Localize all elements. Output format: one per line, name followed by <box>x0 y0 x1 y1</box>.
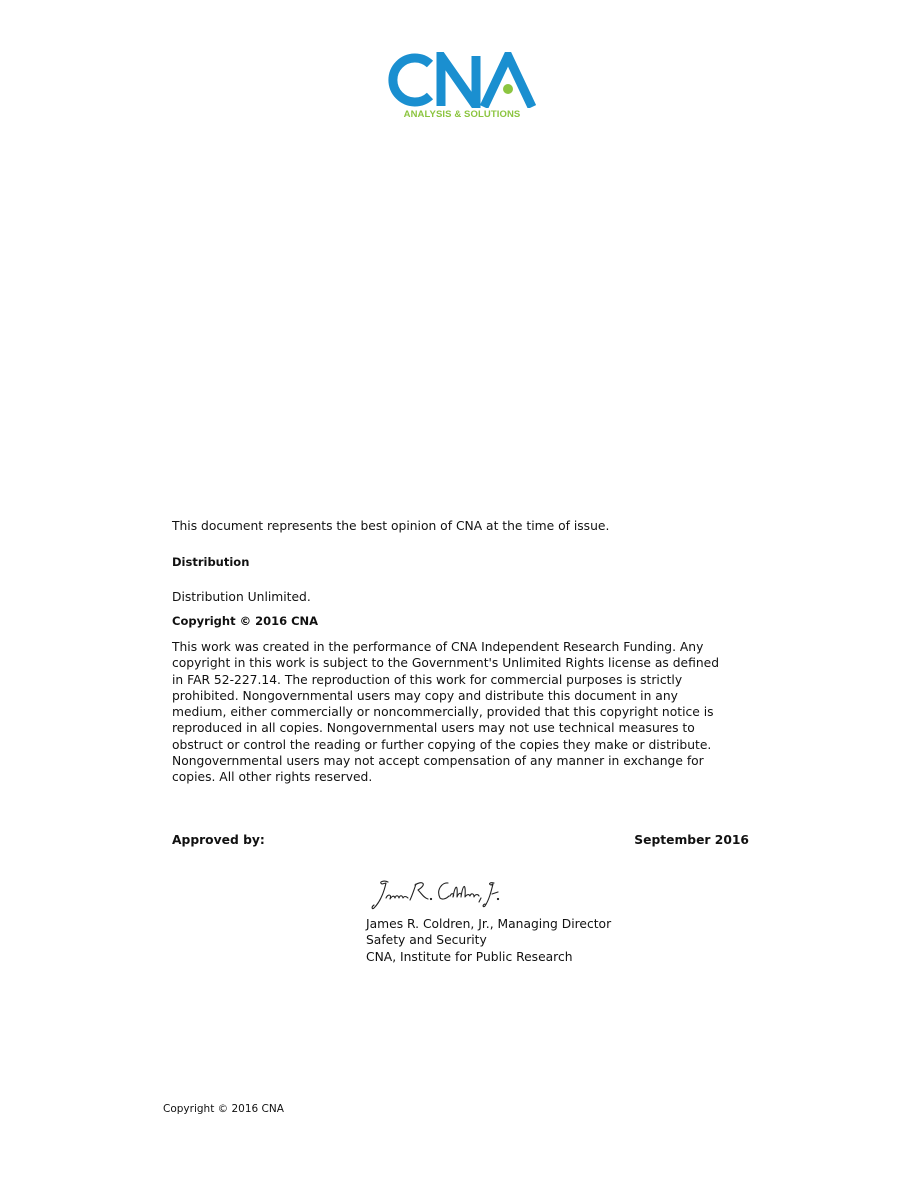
copyright-line: copyright in this work is subject to the Government's Unlimited Rights license as defined <box>172 656 720 671</box>
cna-logo-letters <box>386 52 536 108</box>
distribution-heading: Distribution <box>172 555 250 569</box>
copyright-line: copies. All other rights reserved. <box>172 770 373 785</box>
signer-block <box>366 916 611 965</box>
copyright-line: medium, either commercially or noncommercially, provided that this copyright notice is <box>172 705 714 720</box>
copyright-line: prohibited. Nongovernmental users may copy and distribute this document in any <box>172 688 678 703</box>
copyright-paragraph <box>172 639 762 786</box>
approved-by-label: Approved by: <box>172 833 265 847</box>
approval-date: September 2016 <box>634 833 749 847</box>
signer-organization: CNA, Institute for Public Research <box>366 949 573 964</box>
logo-tagline: ANALYSIS & SOLUTIONS <box>403 109 521 120</box>
distribution-text: Distribution Unlimited. <box>172 590 311 604</box>
footer-copyright: Copyright © 2016 CNA <box>163 1103 284 1115</box>
signer-name-title: James R. Coldren, Jr., Managing Director <box>366 917 612 931</box>
copyright-heading: Copyright © 2016 CNA <box>172 614 319 628</box>
opinion-statement: This document represents the best opinion of CNA at the time of issue. <box>172 519 610 533</box>
signature <box>370 874 500 912</box>
copyright-line: This work was created in the performance of CNA Independent Research Funding. Any <box>172 640 704 654</box>
copyright-line: obstruct or control the reading or further copying of the copies they make or distribute. <box>172 737 712 752</box>
copyright-line: Nongovernmental users may not accept compensation of any manner in exchange for <box>172 754 704 769</box>
signer-division: Safety and Security <box>366 933 487 948</box>
cna-logo <box>386 52 536 122</box>
copyright-line: reproduced in all copies. Nongovernmental users may not use technical measures to <box>172 721 695 736</box>
copyright-line: in FAR 52-227.14. The reproduction of this work for commercial purposes is strictly <box>172 672 683 687</box>
